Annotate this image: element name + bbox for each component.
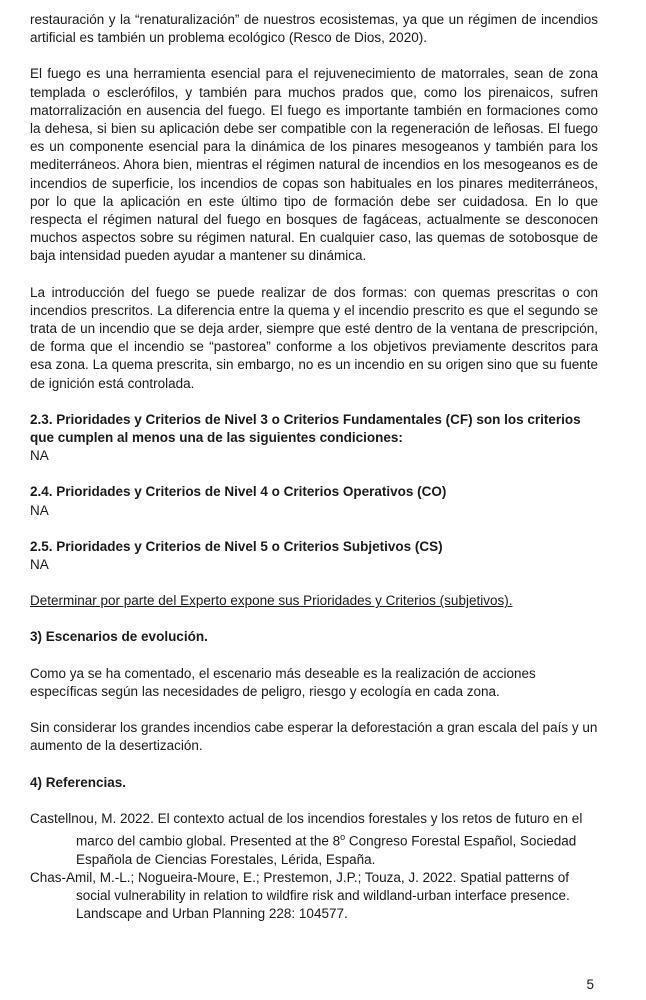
section-2-5-heading: 2.5. Prioridades y Criterios de Nivel 5 o Criterios Subjetivos (CS): [30, 538, 443, 554]
reference-text: Castellnou, M. 2022. El contexto actual de los incendios forestales y los retos de futuro en el marco del cambio global. Presented at the 8: [30, 810, 583, 849]
section-3-paragraph-1: Como ya se ha comentado, el escenario más deseable es la realización de acciones específicas según las necesidades de peligro, riesgo y ecología en cada zona.: [30, 665, 536, 699]
paragraph-introduccion-fuego: La introducción del fuego se puede realizar de dos formas: con quemas prescritas o con incendios prescritos. La diferencia entre la quema y el incendio prescrito es que el segundo se trata de un incendio que se deja arder, siempre que esté dentro de la ventana de prescripción, de forma que el incendio se “pastorea” conforme a los objetivos previamente descritos para esa zona. La quema prescrita, sin embargo, no es un incendio en su origen sino que su fuente de ignición está controlada.: [30, 284, 598, 391]
paragraph-fuego-herramienta: El fuego es una herramienta esencial para el rejuvenecimiento de matorrales, sean de zona templada o esclerófilos, y también para muchos prados que, como los pirenaicos, sufren matorralización en ausencia del fuego. El fuego es importante también en formaciones como la dehesa, si bien su aplicación debe ser compatible con la regeneración de leñosas. El fuego es un componente esencial para la dinámica de los pinares mesogeanos y también para los mediterráneos. Ahora bien, mientras el régimen natural de incendios en los mesogeanos es de incendios de superficie, los incendios de copas son habituales en los pinares mediterráneos, por lo que la aplicación en este último tipo de formación debe ser cuidadosa. En lo que respecta el régimen natural del fuego en bosques de fagáceas, actualmente se desconocen muchos aspectos sobre su régimen natural. En cualquier caso, las quemas de sotobosque de baja intensidad pueden ayudar a mantener su dinámica.: [30, 66, 598, 264]
section-4-heading: 4) Referencias.: [30, 774, 127, 790]
section-2-4-heading: 2.4. Prioridades y Criterios de Nivel 4 o Criterios Operativos (CO): [30, 484, 447, 500]
section-2-5-value: NA: [30, 557, 49, 573]
page-number: 5: [586, 977, 594, 992]
determinar-note: Determinar por parte del Experto expone sus Prioridades y Criterios (subjetivos).: [30, 593, 513, 609]
section-2-3-value: NA: [30, 448, 49, 464]
reference-text-cont: Congreso Forestal Español, Sociedad Española de Ciencias Forestales, Lérida, España.: [76, 833, 577, 867]
reference-castellnou: [30, 810, 598, 869]
section-2-4-value: NA: [30, 502, 49, 518]
section-2-3-heading: 2.3. Prioridades y Criterios de Nivel 3 o Criterios Fundamentales (CF) son los criterios que cumplen al menos una de las siguientes condiciones:: [30, 411, 581, 446]
reference-superscript: o: [340, 831, 346, 842]
section-3-paragraph-2: Sin considerar los grandes incendios cabe esperar la deforestación a gran escala del país y un aumento de la desertización.: [30, 720, 598, 754]
reference-chas-amil: [30, 869, 598, 924]
reference-text: Chas-Amil, M.-L.; Nogueira-Moure, E.; Prestemon, J.P.; Touza, J. 2022. Spatial patterns of social vulnerability in relation to wildfire risk and wildland-urban interface presence. Landscape and Urban Planning 228: 104577.: [30, 869, 570, 922]
paragraph-renaturalizacion: restauración y la “renaturalización” de nuestros ecosistemas, ya que un régimen de incendios artificial es también un problema ecológico (Resco de Dios, 2020).: [30, 12, 598, 46]
section-3-heading: 3) Escenarios de evolución.: [30, 629, 208, 645]
